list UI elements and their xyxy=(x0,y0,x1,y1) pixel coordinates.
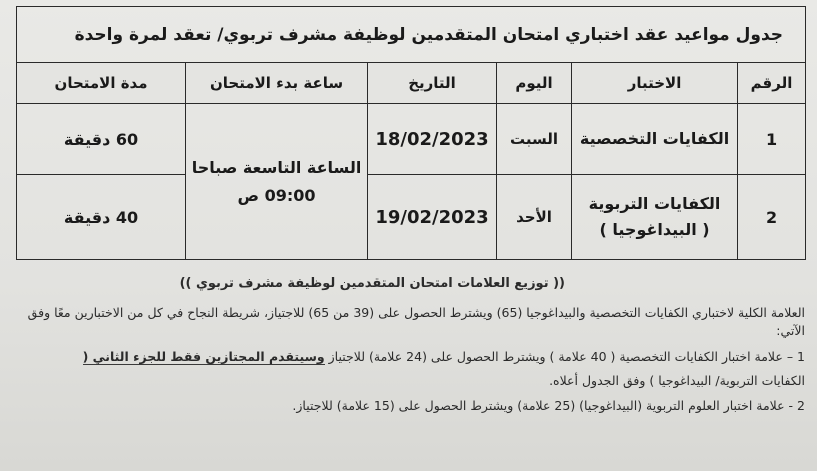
header-start-time: ساعة بدء الامتحان xyxy=(186,63,368,104)
notes-item-1-continued: الكفايات التربوية/ البيداغوجيا ) وفق الجدول أعلاه. xyxy=(549,373,805,388)
notes-item-1 xyxy=(5,349,805,364)
start-time-text: الساعة التاسعة صباحا xyxy=(191,157,362,177)
row-test-line1: الكفايات التربوية xyxy=(588,194,721,213)
header-row xyxy=(17,63,806,104)
row-test xyxy=(572,104,738,175)
row-number: 2 xyxy=(738,175,806,260)
row-test-line2: ( البيداغوجيا ) xyxy=(599,220,710,239)
row-test xyxy=(572,175,738,260)
row-day: الأحد xyxy=(497,175,572,260)
table-row xyxy=(17,175,806,260)
row-duration: 60 دقيقة xyxy=(17,104,186,175)
header-date: التاريخ xyxy=(368,63,497,104)
notes-paragraph: العلامة الكلية لاختباري الكفايات التخصصية والبيداغوجيا (65) ويشترط الحصول على (39 من 65) للاجتياز، شريطة النجاح في كل من الاختبارين معًا وفق الآتي: xyxy=(27,305,805,338)
exam-schedule-table xyxy=(16,6,806,260)
row-test-line1: الكفايات التخصصية xyxy=(579,129,730,148)
row-duration: 40 دقيقة xyxy=(17,175,186,260)
row-date: 19/02/2023 xyxy=(368,175,497,260)
notes-item-2: 2 - علامة اختبار العلوم التربوية (البيداغوجيا) (25 علامة) ويشترط الحصول على (15 علامة) للاجتياز. xyxy=(292,398,805,413)
table-title: جدول مواعيد عقد اختباري امتحان المتقدمين لوظيفة مشرف تربوي/ تعقد لمرة واحدة xyxy=(17,7,806,63)
table-row xyxy=(17,104,806,175)
row-number: 1 xyxy=(738,104,806,175)
header-number: الرقم xyxy=(738,63,806,104)
header-test: الاختبار xyxy=(572,63,738,104)
start-time-cell xyxy=(186,104,368,260)
row-date: 18/02/2023 xyxy=(368,104,497,175)
header-day: اليوم xyxy=(497,63,572,104)
start-time-clock: 09:00 ص xyxy=(237,185,316,205)
notes-item-1-highlight: وسيتقدم المجتازين فقط للجزء الثاني ( xyxy=(82,349,325,364)
notes-heading: (( توزيع العلامات امتحان المتقدمين لوظيفة مشرف تربوي )) xyxy=(179,276,565,291)
header-duration: مدة الامتحان xyxy=(17,63,186,104)
row-day: السبت xyxy=(497,104,572,175)
notes-item-1-text: 1 – علامة اختبار الكفايات التخصصية ( 40 علامة ) ويشترط الحصول على (24 علامة) للاجتياز xyxy=(328,349,805,364)
